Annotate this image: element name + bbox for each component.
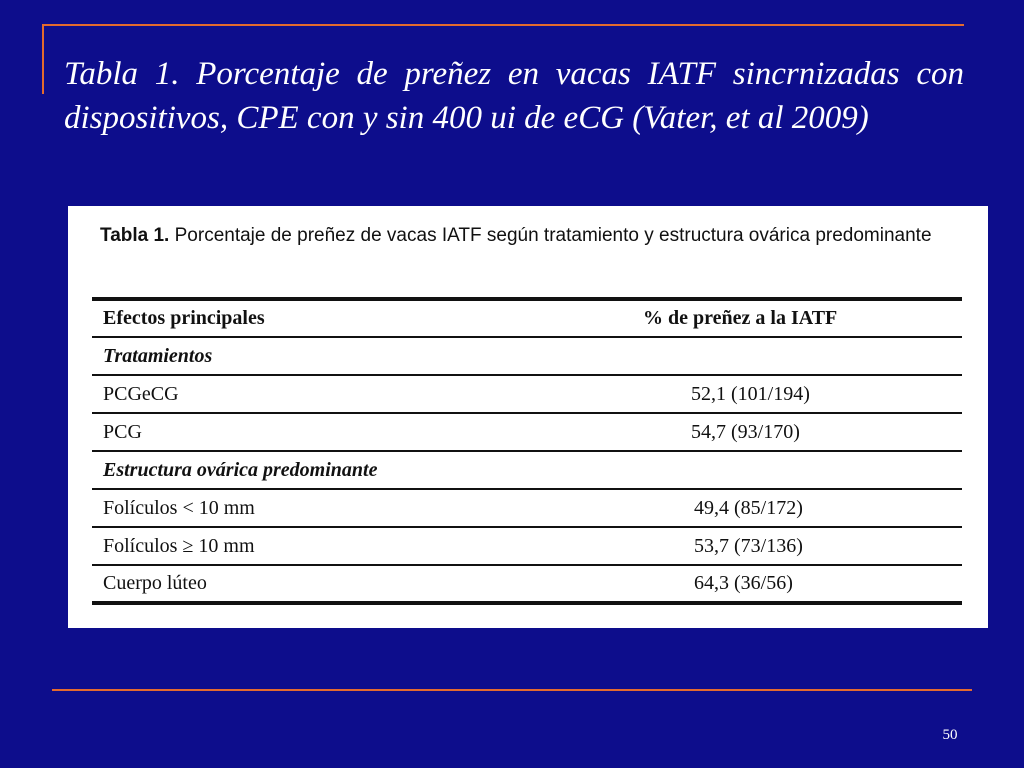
top-orange-rule xyxy=(42,24,964,26)
section-row-ovarian-structure xyxy=(92,451,962,489)
table-row xyxy=(92,489,962,527)
row-label: PCGeCG xyxy=(92,375,643,413)
row-label: Cuerpo lúteo xyxy=(92,565,643,603)
row-label: Folículos ≥ 10 mm xyxy=(92,527,643,565)
table-row xyxy=(92,565,962,603)
page-number: 50 xyxy=(942,727,958,743)
slide-title: Tabla 1. Porcentaje de preñez en vacas IATF sincrnizadas con dispositivos, CPE con y sin 400 ui de eCG (Vater, et al 2009) xyxy=(64,56,964,136)
row-value: 52,1 (101/194) xyxy=(691,382,810,405)
table-caption-text: Porcentaje de preñez de vacas IATF según tratamiento y estructura ovárica predominante xyxy=(174,225,932,246)
header-main-effects: Efectos principales xyxy=(92,299,643,337)
row-label: Folículos < 10 mm xyxy=(92,489,643,527)
table-row xyxy=(92,375,962,413)
table-row xyxy=(92,527,962,565)
row-value: 64,3 (36/56) xyxy=(694,572,793,594)
left-orange-rule xyxy=(42,24,44,94)
row-label: PCG xyxy=(92,413,643,451)
section-title: Estructura ovárica predominante xyxy=(92,451,643,489)
section-row-treatments xyxy=(92,337,962,375)
table-figure xyxy=(68,206,988,628)
table-row xyxy=(92,413,962,451)
table-caption xyxy=(100,222,956,250)
row-value: 54,7 (93/170) xyxy=(691,420,800,443)
pregnancy-rate-table xyxy=(92,297,962,605)
section-title: Tratamientos xyxy=(92,337,643,375)
row-value: 53,7 (73/136) xyxy=(694,534,803,557)
bottom-orange-rule xyxy=(52,689,972,691)
row-value: 49,4 (85/172) xyxy=(694,496,803,519)
table-header-row xyxy=(92,299,962,337)
table-caption-label: Tabla 1. xyxy=(100,225,170,246)
header-pregnancy-rate: % de preñez a la IATF xyxy=(643,299,962,337)
